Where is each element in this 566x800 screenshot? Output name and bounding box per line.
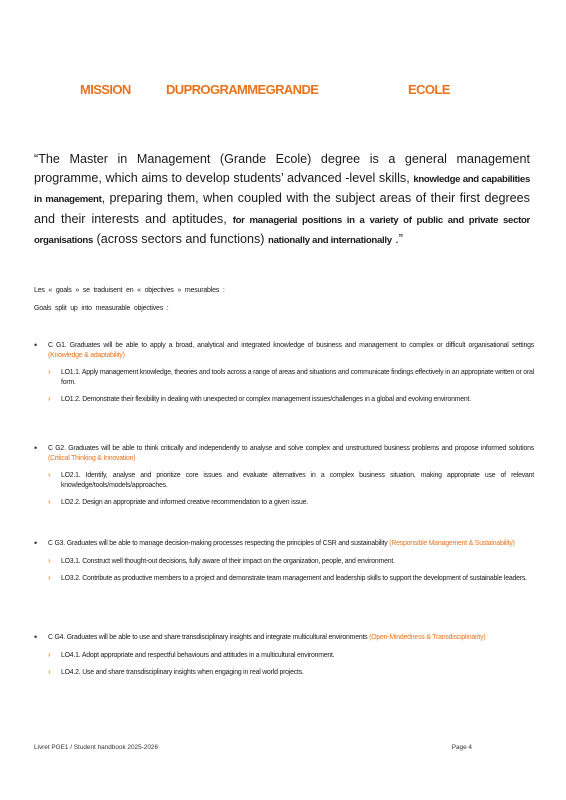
goal-3-text: C G3. Graduates will be able to manage decision-making processes respecting the principles of CSR and sustainability bbox=[48, 540, 388, 547]
objective-text: LO3.2. Contribute as productive members to a project and demonstrate team management and leadership skills to support the development of sustainable leaders. bbox=[61, 575, 527, 583]
arrow-bullet-icon: › bbox=[48, 667, 51, 677]
mission-highlight-1: knowledge and capabilities in management bbox=[34, 173, 530, 206]
goal-4-text: C G4. Graduates will be able to use and share transdisciplinary insights and integrate multicultural environments bbox=[48, 634, 368, 641]
objective-text: LO4.2. Use and share transdisciplinary insights when engaging in real world projects. bbox=[61, 669, 304, 677]
objective-text: LO1.1. Apply management knowledge, theories and tools across a range of areas and situations and communicate findings effectively in an appropriate written or oral form. bbox=[61, 369, 534, 386]
arrow-bullet-icon: › bbox=[48, 573, 51, 583]
goals-intro-fr: Les « goals » se traduisent en « objectives » mesurables : bbox=[34, 287, 225, 294]
arrow-bullet-icon: › bbox=[48, 497, 51, 507]
footer-handbook-label: Livret PGE1 / Student handbook 2025-2026 bbox=[34, 744, 158, 751]
arrow-bullet-icon: › bbox=[48, 367, 51, 377]
goal-1-tag: (Knowledge & adaptability) bbox=[48, 351, 125, 359]
title-word-mission: MISSION bbox=[80, 82, 131, 97]
objective-lo3-2 bbox=[34, 574, 534, 584]
mission-text-4: .” bbox=[395, 232, 403, 247]
mission-highlight-3: nationally and internationally bbox=[268, 235, 392, 247]
objective-lo1-1 bbox=[34, 368, 534, 387]
objective-lo1-2 bbox=[34, 395, 534, 405]
goal-3 bbox=[34, 539, 534, 584]
bullet-icon: • bbox=[34, 538, 37, 548]
bullet-icon: • bbox=[34, 340, 37, 350]
goal-4 bbox=[34, 633, 534, 678]
objective-text: LO2.1. Identify, analyse and prioritize core issues and evaluate alternatives in a complex business situation, making appropriate use of relevant knowledge/tools/models/approaches. bbox=[61, 472, 534, 489]
goal-4-tag: (Open-Mindedness & Transdisciplinarity) bbox=[369, 634, 486, 641]
goal-1 bbox=[34, 341, 534, 405]
arrow-bullet-icon: › bbox=[48, 555, 51, 565]
title-word-programme: DUPROGRAMMEGRANDE bbox=[166, 82, 319, 97]
goal-3-statement bbox=[34, 539, 534, 549]
page-title bbox=[0, 82, 566, 102]
page-number: Page 4 bbox=[451, 744, 472, 751]
objective-text: LO4.1. Adopt appropriate and respectful behaviours and attitudes in a multicultural environment. bbox=[61, 651, 335, 659]
objective-text: LO3.1. Construct well thought-out decisions, fully aware of their impact on the organization, people, and environment. bbox=[61, 557, 395, 565]
objective-lo4-2 bbox=[34, 668, 534, 678]
bullet-icon: • bbox=[34, 632, 37, 642]
goal-2 bbox=[34, 444, 534, 508]
goal-2-text: C G2. Graduates will be able to think critically and independently to analyse and solve complex and unstructured business problems and propose informed solutions bbox=[48, 445, 534, 452]
mission-highlight-2: for managerial positions in a variety of public and private sector organisations bbox=[34, 214, 530, 247]
goals-intro-en: Goals split up into measurable objectives : bbox=[34, 305, 169, 312]
page-footer bbox=[34, 744, 534, 751]
goal-1-text: C G1. Graduates will be able to apply a broad, analytical and integrated knowledge of business and management to complex or difficult organisational settings bbox=[48, 342, 534, 349]
objective-text: LO1.2. Demonstrate their flexibility in dealing with unexpected or complex management issues/challenges in a global and evolving environment. bbox=[61, 396, 471, 404]
mission-text-1: “The Master in Management (Grande Ecole) degree is a general management programme, which aims to develop students’ advanced -level skills, bbox=[34, 152, 530, 185]
mission-text-2: , preparing them, when coupled with the subject areas of their first degrees and their interests and aptitudes, bbox=[34, 191, 530, 226]
objective-text: LO2.2. Design an appropriate and informed creative recommendation to a given issue. bbox=[61, 499, 308, 507]
arrow-bullet-icon: › bbox=[48, 470, 51, 480]
goal-1-statement bbox=[34, 341, 534, 360]
goal-4-statement bbox=[34, 633, 534, 643]
goal-2-tag: (Critical Thinking & Innovation) bbox=[48, 454, 136, 462]
arrow-bullet-icon: › bbox=[48, 394, 51, 404]
bullet-icon: • bbox=[34, 443, 37, 453]
objective-lo3-1 bbox=[34, 557, 534, 567]
goal-2-statement bbox=[34, 444, 534, 463]
arrow-bullet-icon: › bbox=[48, 649, 51, 659]
title-word-ecole: ECOLE bbox=[408, 82, 450, 97]
goal-3-tag: (Responsible Management & Sustainability) bbox=[389, 540, 515, 547]
objective-lo2-2 bbox=[34, 498, 534, 508]
objective-lo2-1 bbox=[34, 471, 534, 490]
mission-statement bbox=[34, 150, 530, 251]
mission-text-3: (across sectors and functions) bbox=[96, 232, 265, 247]
objective-lo4-1 bbox=[34, 651, 534, 661]
